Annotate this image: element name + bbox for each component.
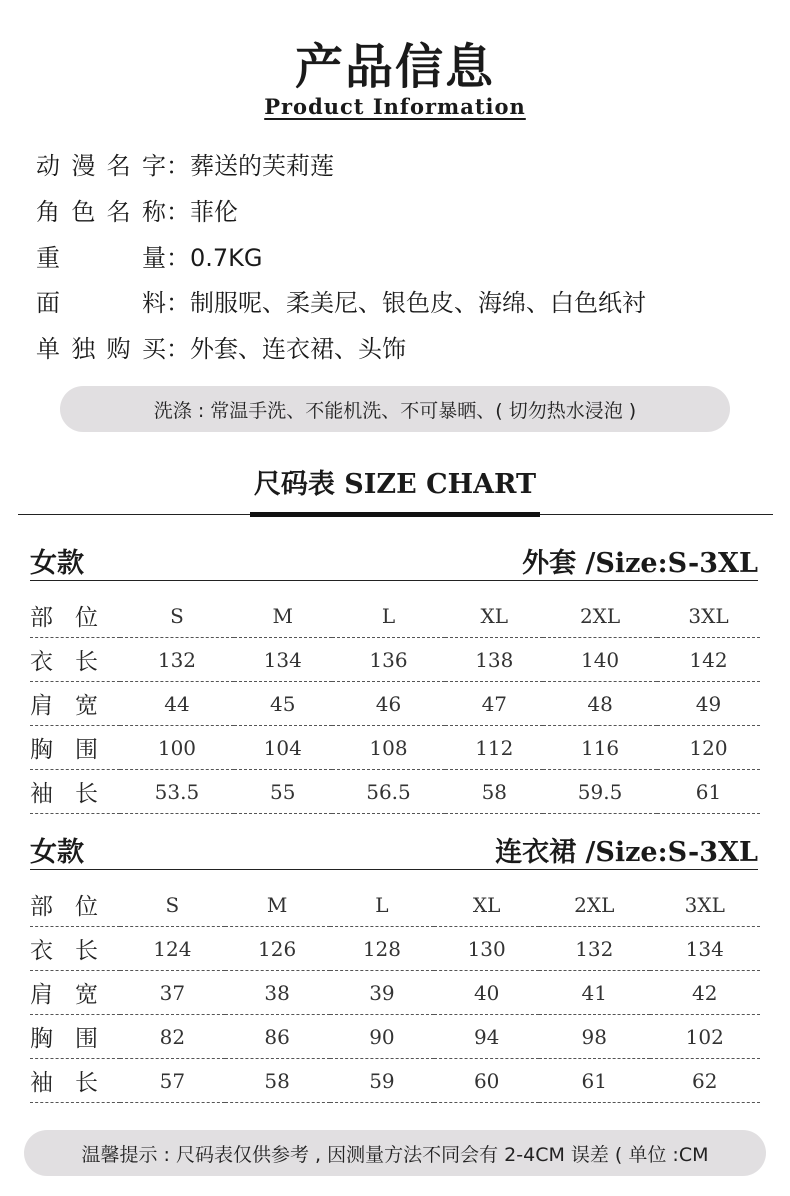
table-row: 部 位 S M L XL 2XL 3XL xyxy=(30,594,760,638)
info-value: 0.7KG xyxy=(190,244,263,272)
info-row-fabric: 面 料 ： 制服呢、柔美尼、银色皮、海绵、白色纸衬 xyxy=(36,289,646,317)
info-row-separate-purchase: 单 独 购 买 ： 外套、连衣裙、头饰 xyxy=(36,335,406,363)
table-row: 胸 围 100 104 108 112 116 120 xyxy=(30,726,760,770)
divider-bold xyxy=(250,512,540,517)
page-subtitle-text: Product Information xyxy=(264,94,526,119)
page-title: 产品信息 xyxy=(294,39,495,95)
info-label: 角 色 名 称 xyxy=(36,198,166,226)
section-left-title: 女款 xyxy=(30,547,84,579)
table-row: 袖 长 57 58 59 60 61 62 xyxy=(30,1059,760,1103)
section-right-title: 连衣裙 /Size:S-3XL xyxy=(495,836,758,868)
info-row-weight: 重 量 ： 0.7KG xyxy=(36,244,263,272)
wash-note: 洗涤 : 常温手洗、不能机洗、不可暴晒、( 切勿热水浸泡 ) xyxy=(60,386,730,432)
info-row-character: 角 色 名 称 ： 菲伦 xyxy=(36,198,238,226)
table-row: 胸 围 82 86 90 94 98 102 xyxy=(30,1015,760,1059)
info-label: 面 料 xyxy=(36,289,166,317)
section-left-title: 女款 xyxy=(30,836,84,868)
table-header-dress xyxy=(30,829,758,870)
size-table-coat xyxy=(30,594,760,814)
info-value: 外套、连衣裙、头饰 xyxy=(190,335,406,363)
table-row: 袖 长 53.5 55 56.5 58 59.5 61 xyxy=(30,770,760,814)
table-row: 衣 长 132 134 136 138 140 142 xyxy=(30,638,760,682)
info-row-anime: 动 漫 名 字 ： 葬送的芙莉莲 xyxy=(36,152,334,180)
info-value: 制服呢、柔美尼、银色皮、海绵、白色纸衬 xyxy=(190,289,646,317)
info-value: 葬送的芙莉莲 xyxy=(190,152,334,180)
page-subtitle xyxy=(0,94,790,119)
section-right-title: 外套 /Size:S-3XL xyxy=(522,547,758,579)
info-value: 菲伦 xyxy=(190,198,238,226)
table-row: 衣 长 124 126 128 130 132 134 xyxy=(30,927,760,971)
table-header-coat xyxy=(30,540,758,581)
table-row: 肩 宽 44 45 46 47 48 49 xyxy=(30,682,760,726)
footer-note: 温馨提示 : 尺码表仅供参考 , 因测量方法不同会有 2-4CM 误差 ( 单位 :CM xyxy=(24,1130,766,1176)
table-row: 肩 宽 37 38 39 40 41 42 xyxy=(30,971,760,1015)
info-label: 动 漫 名 字 xyxy=(36,152,166,180)
table-row: 部 位 S M L XL 2XL 3XL xyxy=(30,883,760,927)
info-label: 重 量 xyxy=(36,244,166,272)
size-chart-title: 尺码表 SIZE CHART xyxy=(253,469,537,500)
info-label: 单 独 购 买 xyxy=(36,335,166,363)
size-table-dress xyxy=(30,883,760,1103)
